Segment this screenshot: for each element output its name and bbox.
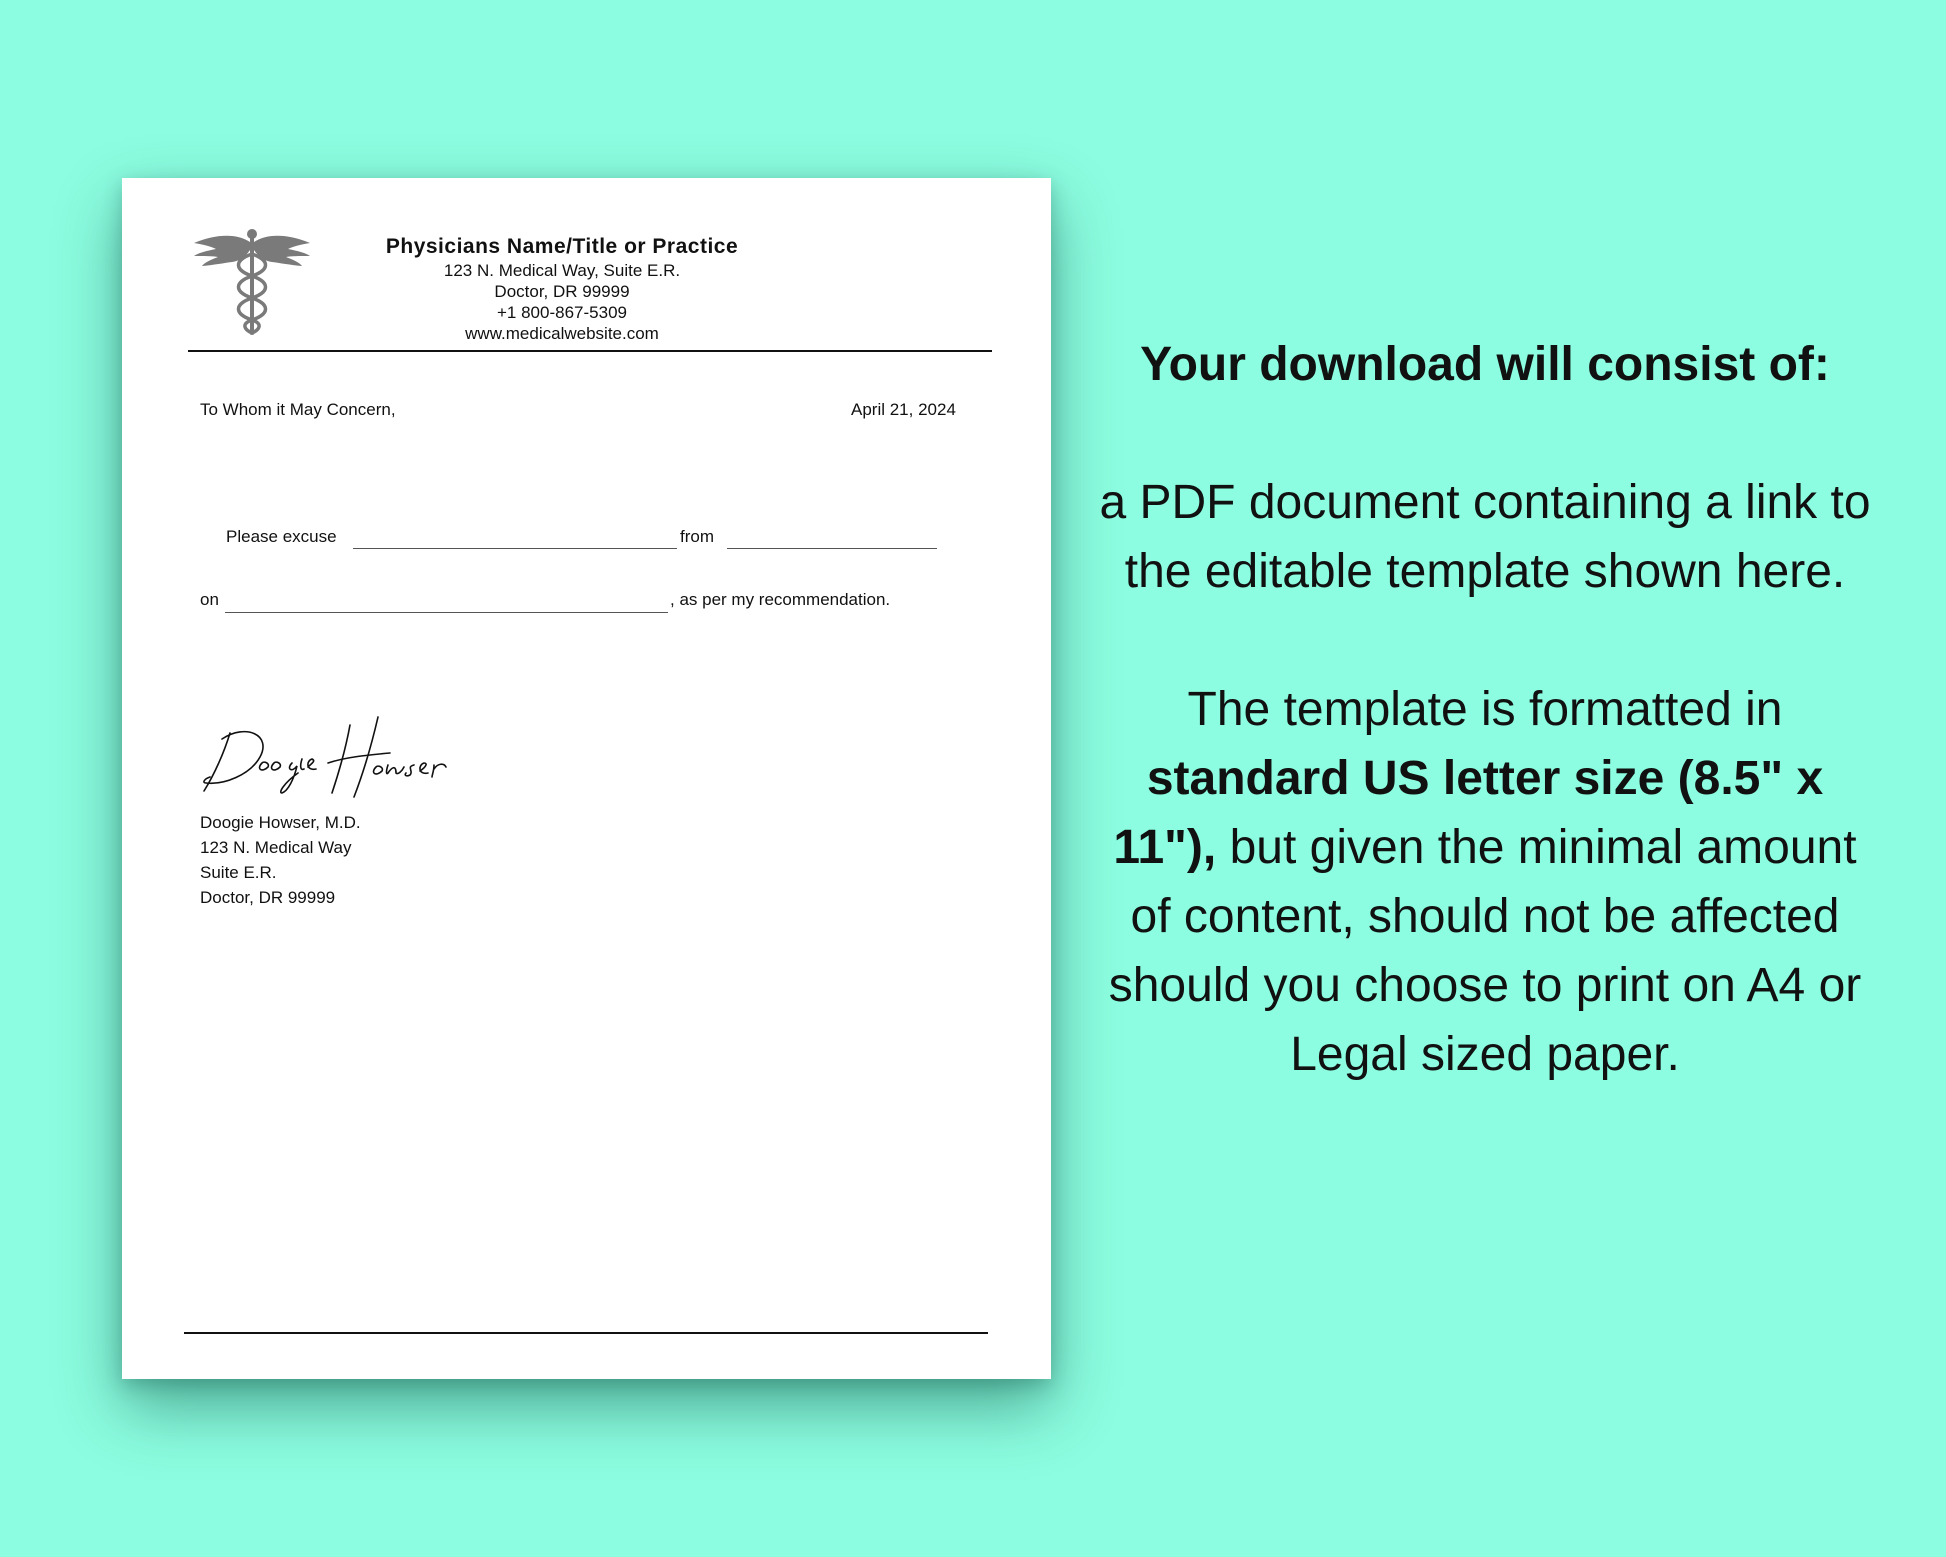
- promo-paragraph-2-intro: The template is formatted in: [1187, 683, 1783, 736]
- signer-suite: Suite E.R.: [200, 863, 277, 882]
- excused-from-blank[interactable]: [727, 548, 937, 549]
- practice-city: Doctor, DR 99999: [494, 282, 630, 301]
- promo-paper-size: standard US letter size (8.5" x 11"),: [1113, 752, 1824, 874]
- on-label: on: [200, 590, 219, 609]
- header-divider: [188, 350, 992, 352]
- letter-template-page: [122, 178, 1051, 1379]
- from-label: from: [680, 527, 714, 546]
- salutation: To Whom it May Concern,: [200, 400, 396, 419]
- letterhead: [337, 234, 787, 344]
- practice-website: www.medicalwebsite.com: [465, 324, 659, 343]
- excused-date-blank[interactable]: [225, 612, 668, 613]
- recommendation-text: , as per my recommendation.: [670, 590, 891, 609]
- footer-divider: [184, 1332, 988, 1334]
- promo-heading: Your download will consist of:: [1140, 338, 1830, 391]
- caduceus-icon: [188, 228, 316, 338]
- product-description: [1090, 330, 1880, 1089]
- letter-date: April 21, 2024: [851, 400, 956, 419]
- patient-name-blank[interactable]: [353, 548, 677, 549]
- practice-address: 123 N. Medical Way, Suite E.R.: [443, 261, 681, 280]
- promo-paragraph-2-rest: but given the minimal amount of content, should not be affected should you choose to print on A4 or Legal sized paper.: [1108, 821, 1862, 1081]
- signer-block: [200, 810, 361, 910]
- signature: [200, 713, 470, 798]
- please-excuse-label: Please excuse: [226, 527, 337, 546]
- signer-address: 123 N. Medical Way: [200, 838, 352, 857]
- signer-name: Doogie Howser, M.D.: [200, 813, 361, 832]
- practice-name: Physicians Name/Title or Practice: [385, 235, 739, 258]
- signer-city: Doctor, DR 99999: [200, 888, 336, 907]
- promo-paragraph-1: a PDF document containing a link to the editable template shown here.: [1099, 476, 1871, 598]
- practice-phone: +1 800-867-5309: [497, 303, 627, 322]
- promo-paragraph-2: [1090, 675, 1880, 1089]
